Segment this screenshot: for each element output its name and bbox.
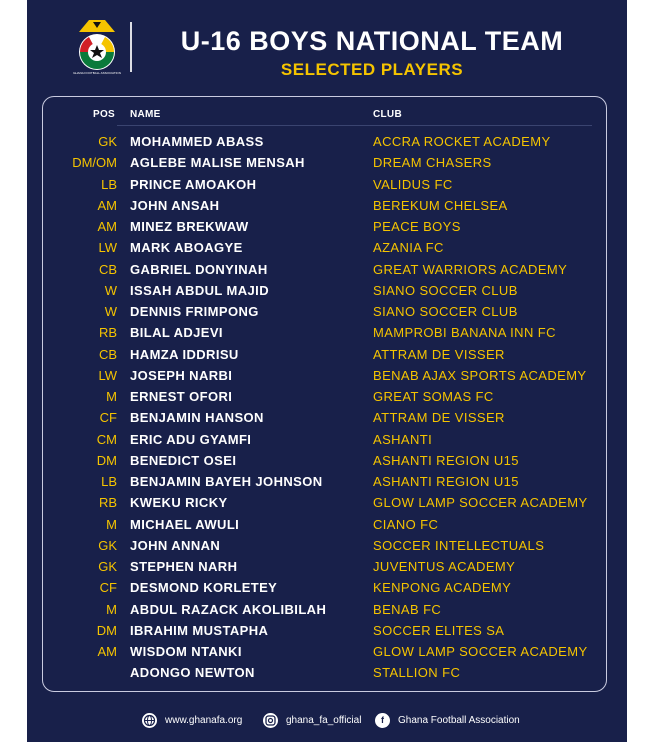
player-name: MARK ABOAGYE [130,240,243,256]
table-row [27,602,627,623]
player-name: HAMZA IDDRISU [130,346,239,362]
player-name: STEPHEN NARH [130,559,238,574]
player-name: JOSEPH NARBI [130,367,233,383]
player-club: STALLION FC [373,665,461,681]
player-name: WISDOM NTANKI [130,644,242,659]
column-header-name: NAME [130,109,161,120]
table-row [27,432,627,453]
player-name: ISSAH ABDUL MAJID [130,282,269,298]
player-club: ATTRAM DE VISSER [373,346,505,362]
player-position: W [104,304,117,319]
player-club: CIANO FC [373,516,439,532]
player-position: GK [98,537,117,553]
player-club: BENAB AJAX SPORTS ACADEMY [373,367,587,383]
facebook-icon: f [375,713,390,728]
player-position: AM [97,219,117,234]
footer-instagram[interactable] [263,710,361,730]
player-club: BENAB FC [373,601,442,617]
player-name: JOHN ANSAH [130,197,220,213]
player-name: ERIC ADU GYAMFI [130,431,252,447]
column-header-pos: POS [93,109,116,120]
player-position: CB [98,346,117,362]
player-name: KWEKU RICKY [130,495,228,511]
player-club: GREAT WARRIORS ACADEMY [373,261,568,277]
player-position: AM [97,197,117,213]
table-row [27,474,627,495]
player-club: SIANO SOCCER CLUB [373,282,518,298]
player-position: LW [98,240,117,256]
poster [27,0,627,742]
player-position: CF [99,410,117,426]
player-name: JOHN ANNAN [130,537,221,553]
player-position: DM [96,452,117,468]
player-position: M [106,389,117,404]
player-position: LB [101,176,117,192]
player-position: DM/OM [72,155,117,171]
header-rule [117,125,592,126]
player-position: CF [99,580,117,596]
table-row [27,283,627,304]
player-club: BEREKUM CHELSEA [373,197,508,213]
player-name: BENEDICT OSEI [130,452,237,468]
table-row [27,644,627,665]
player-position: DM [96,622,117,638]
player-position: RB [98,495,117,511]
player-name: BENJAMIN BAYEH JOHNSON [130,474,323,489]
player-name: ADONGO NEWTON [130,665,255,681]
footer-facebook[interactable] [375,710,520,730]
player-club: ASHANTI REGION U15 [373,474,519,489]
table-row [27,389,627,410]
ghana-fa-logo [71,18,123,76]
table-row [27,134,627,155]
table-row [27,198,627,219]
player-club: ACCRA ROCKET ACADEMY [373,134,551,149]
player-name: BENJAMIN HANSON [130,410,264,426]
player-club: ATTRAM DE VISSER [373,410,505,426]
player-club: KENPONG ACADEMY [373,580,512,596]
globe-icon [142,713,157,728]
table-row [27,517,627,538]
table-row [27,559,627,580]
player-club: GLOW LAMP SOCCER ACADEMY [373,495,588,511]
player-name: DENNIS FRIMPONG [130,304,259,319]
player-club: SOCCER INTELLECTUALS [373,537,545,553]
player-name: MINEZ BREKWAW [130,219,249,234]
table-row [27,368,627,389]
table-row [27,580,627,601]
player-position: M [106,516,117,532]
player-club: SIANO SOCCER CLUB [373,304,518,319]
player-name: IBRAHIM MUSTAPHA [130,622,269,638]
player-club: JUVENTUS ACADEMY [373,559,516,574]
player-club: SOCCER ELITES SA [373,622,505,638]
player-club: VALIDUS FC [373,176,453,192]
player-club: GREAT SOMAS FC [373,389,494,404]
table-row [27,495,627,516]
table-row [27,347,627,368]
table-row [27,240,627,261]
table-row [27,262,627,283]
table-row [27,538,627,559]
player-position: LW [98,367,117,383]
player-club: MAMPROBI BANANA INN FC [373,325,556,341]
table-row [27,325,627,346]
player-position: CM [96,431,117,447]
player-name: GABRIEL DONYINAH [130,261,268,277]
table-row [27,177,627,198]
player-club: GLOW LAMP SOCCER ACADEMY [373,644,588,659]
instagram-handle[interactable]: ghana_fa_official [286,714,362,726]
player-name: ABDUL RAZACK AKOLIBILAH [130,601,327,617]
player-position: M [106,601,117,617]
table-row [27,219,627,240]
footer-website[interactable] [142,710,242,730]
player-position: W [104,282,117,298]
svg-text:GHANA FOOTBALL ASSOCIATION: GHANA FOOTBALL ASSOCIATION [73,71,121,75]
table-row [27,410,627,431]
player-club: ASHANTI REGION U15 [373,452,519,468]
player-name: ERNEST OFORI [130,389,233,404]
header-divider [130,22,132,72]
website-link[interactable]: www.ghanafa.org [165,714,243,726]
player-club: PEACE BOYS [373,219,461,234]
player-position: RB [98,325,117,341]
page-title: U-16 BOYS NATIONAL TEAM [180,26,564,56]
player-position: CB [98,261,117,277]
player-position: GK [98,134,117,149]
player-name: BILAL ADJEVI [130,325,223,341]
player-club: DREAM CHASERS [373,155,492,171]
instagram-icon [263,713,278,728]
player-name: AGLEBE MALISE MENSAH [130,155,305,171]
player-name: MOHAMMED ABASS [130,134,264,149]
table-row [27,304,627,325]
player-name: DESMOND KORLETEY [130,580,278,596]
player-position: LB [101,474,117,489]
player-club: ASHANTI [373,431,433,447]
table-row [27,665,627,686]
facebook-page[interactable]: Ghana Football Association [398,714,520,726]
page-subtitle: SELECTED PLAYERS [280,60,464,79]
player-name: MICHAEL AWULI [130,516,240,532]
player-position: GK [98,559,117,574]
player-position: AM [97,644,117,659]
table-row [27,623,627,644]
player-club: AZANIA FC [373,240,444,256]
player-name: PRINCE AMOAKOH [130,176,257,192]
table-row [27,453,627,474]
table-row [27,155,627,176]
column-header-club: CLUB [373,109,402,120]
